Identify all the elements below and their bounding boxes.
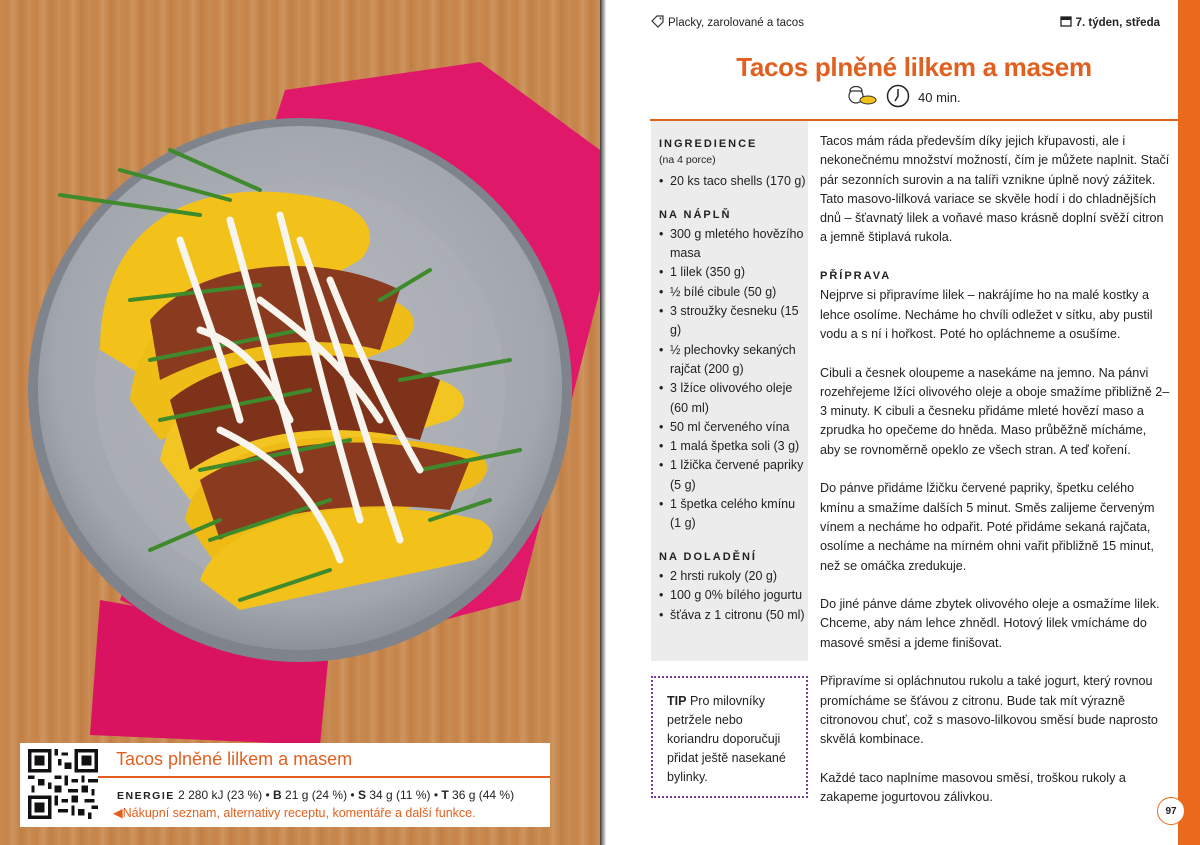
finish-heading: NA DOLADĚNÍ <box>659 550 757 563</box>
step-paragraph: Cibuli a česnek oloupeme a nasekáme na jemno. Na pánvi rozehřejeme lžíci olivového oleje a oboje smažíme přibližně 2–3 minuty. K cibuli a česneku přidáme mleté hovězí maso a zprudka ho opečeme do hněda. Maso průběžně mícháme, aby se rovnoměrně opeklo ze všech stran. A teď koření. <box>820 365 1170 457</box>
fat-label: T <box>441 788 449 802</box>
step-paragraph: Nejprve si připravíme lilek – nakrájíme ho na malé kostky a lehce osolíme. Necháme ho chvíli odležet v sítku, aby pustil vodu a s ní i hořkost. Poté ho opláchneme a osušíme. <box>820 288 1153 341</box>
ingredient-item: • 3 lžíce olivového oleje (60 ml) <box>659 379 808 418</box>
ingredient-item: • ½ plechovky sekaných rajčat (200 g) <box>659 341 808 380</box>
ingredient-item: • 1 malá špetka soli (3 g) <box>659 437 808 456</box>
date-label: 7. týden, středa <box>1075 16 1160 29</box>
ingredient-item: • 1 špetka celého kmínu (1 g) <box>659 495 808 534</box>
date-header <box>1060 15 1160 30</box>
book-spine <box>600 0 606 845</box>
ingredient-item: • šťáva z 1 citronu (50 ml) <box>659 606 808 625</box>
ingredient-item: • 1 lžička červené papriky (5 g) <box>659 456 808 495</box>
step-paragraph: Každé taco naplníme masovou směsí, troškou rukoly a zakapeme jogurtovou zálivkou. <box>820 770 1126 805</box>
ingredient-item: • 100 g 0% bílého jogurtu <box>659 586 808 605</box>
intro-paragraph: Tacos mám ráda především díky jejich křupavosti, ale i nekonečnému množství možností, čím je můžete naplnit. Stačí pár sezonních surovin a na talíři vznikne úplně nový zážitek. Tato masovo-lilková variace se skvěle hodí i do chladnějších dnů – šťavnatý lilek a voňavé maso krásně doplní svěží citron a jemně štiplavá rukola. <box>820 134 1170 245</box>
finish-list <box>659 567 808 625</box>
protein-value: 21 g (24 %) <box>285 788 348 802</box>
ingredient-item: • 3 stroužky česneku (15 g) <box>659 302 808 341</box>
chef-difficulty-icon <box>842 84 878 111</box>
tip-label: TIP <box>667 694 687 708</box>
ingredient-item: • 300 g mletého hovězího masa <box>659 225 808 264</box>
tip-text: Pro milovníky petržele nebo koriandru doporučuji přidat ještě nasekané bylinky. <box>667 694 786 784</box>
energy-value: 2 280 kJ (23 %) <box>178 788 263 802</box>
tag-icon <box>651 15 664 31</box>
energy-label: ENERGIE <box>117 790 175 802</box>
calendar-icon <box>1060 15 1072 30</box>
filling-list <box>659 225 808 534</box>
ingredient-item: • ½ bílé cibule (50 g) <box>659 283 808 302</box>
servings: (na 4 porce) <box>659 154 716 167</box>
recipe-body <box>820 132 1170 827</box>
card-divider <box>98 776 550 778</box>
ingredients-heading: INGREDIENCE <box>659 138 758 150</box>
cook-time: 40 min. <box>918 90 961 105</box>
category-label: Placky, zarolované a tacos <box>668 17 804 29</box>
fat-value: 36 g (44 %) <box>452 788 515 802</box>
card-title: Tacos plněné lilkem a masem <box>116 749 353 769</box>
carbs-value: 34 g (11 %) <box>369 788 431 802</box>
clock-icon <box>886 84 910 111</box>
qr-code[interactable] <box>28 749 98 819</box>
ingredient-item: • 1 lilek (350 g) <box>659 263 808 282</box>
method-heading: PŘÍPRAVA <box>820 270 892 283</box>
card-link[interactable] <box>113 805 476 820</box>
nutrition-line: ENERGIE 2 280 kJ (23 %) • B 21 g (24 %) • S 34 g (11 %) • T 36 g (44 %) <box>117 788 515 802</box>
category-header <box>651 15 804 31</box>
carbs-label: S <box>357 788 366 802</box>
ingredient-item: • 50 ml červeného vína <box>659 418 808 437</box>
ingredient-item: • 20 ks taco shells (170 g) <box>659 172 808 191</box>
page-number: 97 <box>1157 797 1185 825</box>
page-title: Tacos plněné lilkem a masem <box>736 52 1092 82</box>
step-paragraph: Do jiné pánve dáme zbytek olivového oleje a osmažíme lilek. Chceme, aby nám lehce zhnědl. Hotový lilek vmícháme do masové směsi a jdeme finišovat. <box>820 597 1160 650</box>
tip-box <box>651 676 808 798</box>
filling-heading: NA NÁPLŇ <box>659 208 732 221</box>
edge-accent-bar <box>1178 0 1200 845</box>
recipe-card <box>20 743 550 827</box>
ingredients-panel <box>651 121 808 661</box>
recipe-meta <box>842 84 961 111</box>
ingredients-base-list <box>659 172 808 191</box>
triangle-left-icon: ◀ <box>113 806 123 820</box>
card-link-text[interactable]: Nákupní seznam, alternativy receptu, komentáře a další funkce. <box>122 806 476 820</box>
protein-label: B <box>273 788 282 802</box>
step-paragraph: Do pánve přidáme lžičku červené papriky, špetku celého kmínu a smažíme dalších 5 minut. Směs zalijeme červeným vínem a necháme ho odpařit. Poté přidáme sekaná rajčata, osolíme a necháme na mírném ohni vařit přibližně 15 minut, než se omáčka zredukuje. <box>820 481 1155 573</box>
step-paragraph: Připravíme si opláchnutou rukolu a také jogurt, který rovnou promícháme se šťávou z citronu. Bude tak mít výrazně citronovou chuť, což s masovo-lilkovou směsí bude naprosto skvělá kombinace. <box>820 674 1158 747</box>
ingredient-item: • 2 hrsti rukoly (20 g) <box>659 567 808 586</box>
